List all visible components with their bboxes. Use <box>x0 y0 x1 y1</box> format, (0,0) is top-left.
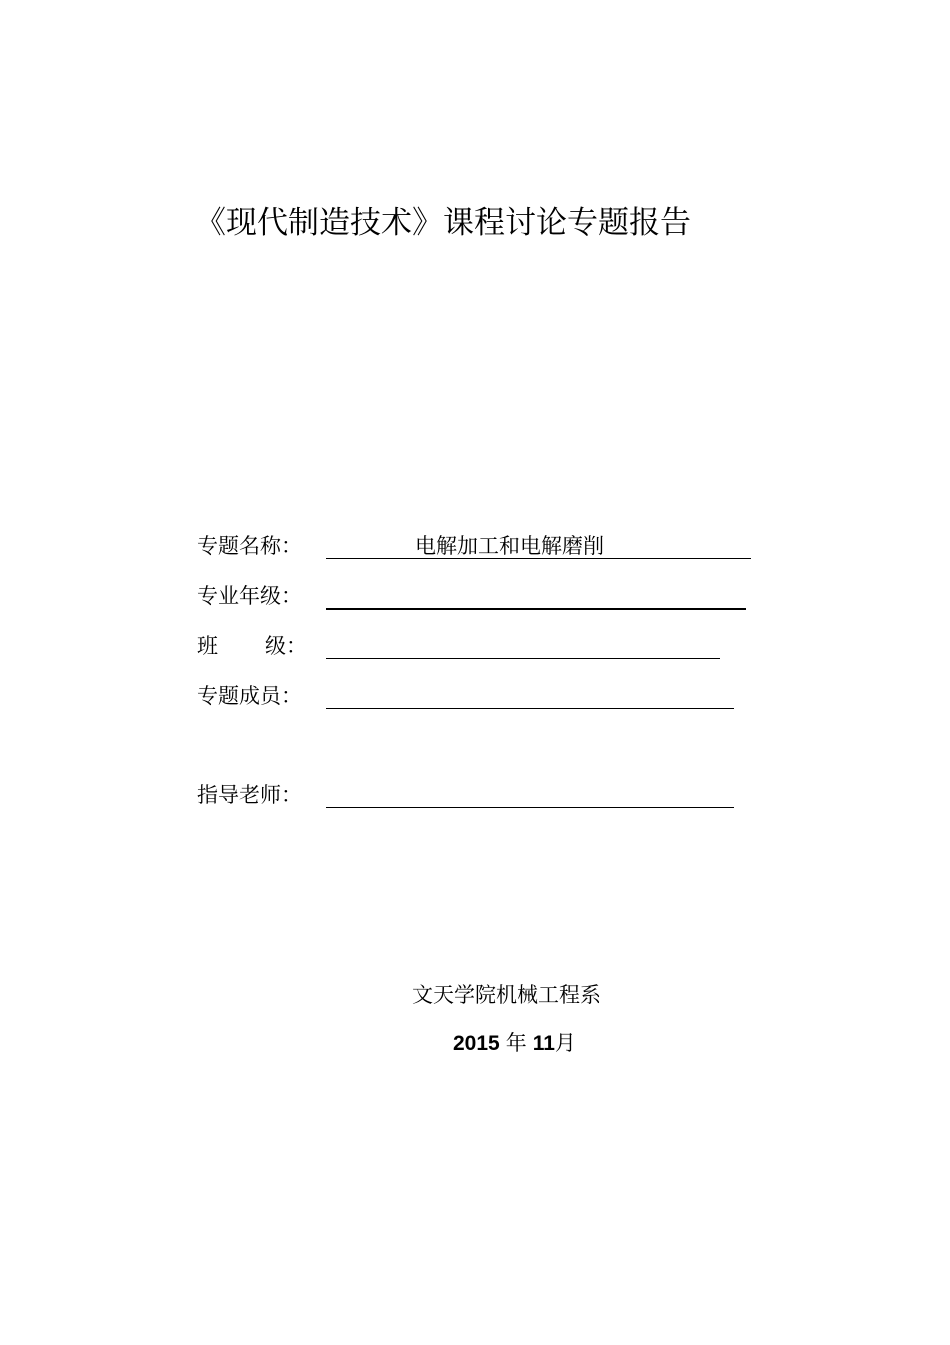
members-underline <box>326 708 734 709</box>
field-advisor <box>197 780 797 810</box>
field-label-major-grade: 专业年级： <box>197 584 302 608</box>
field-topic-name <box>197 531 797 561</box>
field-label-advisor: 指导老师： <box>197 783 302 807</box>
advisor-underline <box>326 807 734 808</box>
field-label-topic-name: 专题名称： <box>197 534 302 558</box>
date-year-unit: 年 <box>505 1031 527 1055</box>
field-label-class-part1: 班 <box>197 634 218 658</box>
date-year: 2015 <box>453 1032 500 1055</box>
field-label-class-part2: 级： <box>265 634 307 658</box>
field-label-class <box>197 631 307 661</box>
field-class <box>197 631 797 661</box>
report-date <box>453 1028 576 1059</box>
date-month: 11 <box>532 1032 555 1055</box>
field-label-members: 专题成员： <box>197 684 302 708</box>
field-members <box>197 681 797 711</box>
field-major-grade <box>197 581 797 611</box>
date-month-unit: 月 <box>554 1031 576 1055</box>
topic-name-value: 电解加工和电解磨削 <box>415 534 604 558</box>
report-title: 《现代制造技术》课程讨论专题报告 <box>195 205 691 241</box>
department-name: 文天学院机械工程系 <box>412 983 601 1007</box>
major-grade-underline <box>326 608 746 610</box>
class-underline <box>326 658 720 659</box>
